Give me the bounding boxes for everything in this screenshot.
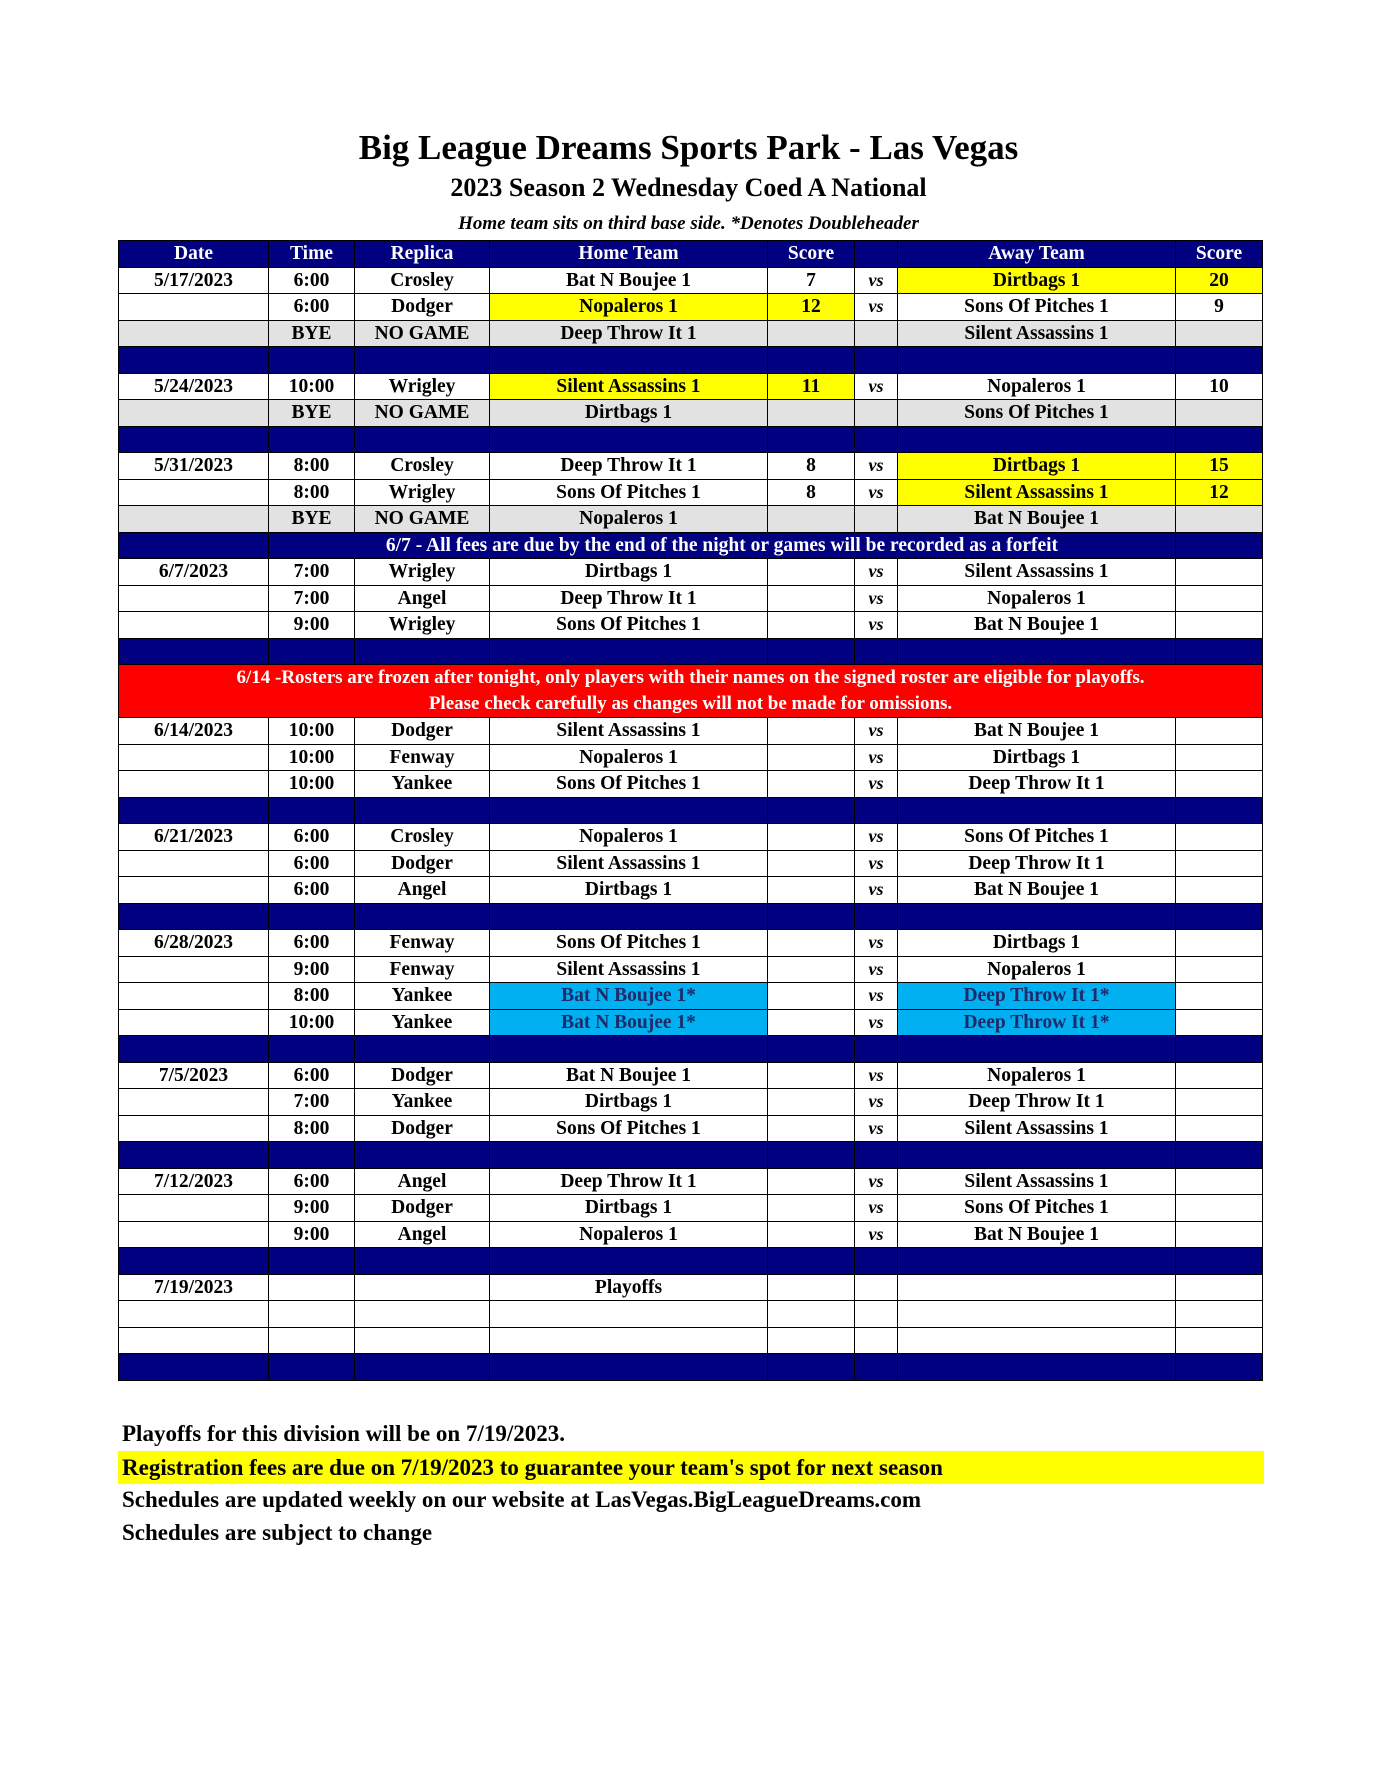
away-team-cell: Bat N Boujee 1 (898, 612, 1176, 639)
away-score-cell: 15 (1176, 453, 1263, 480)
date-cell: 6/28/2023 (119, 930, 269, 957)
away-score-cell (1176, 1089, 1263, 1116)
date-cell (119, 400, 269, 427)
week-divider (119, 426, 1263, 453)
week-divider (119, 1142, 1263, 1169)
table-row (119, 744, 1263, 771)
home-score-cell (768, 850, 855, 877)
home-score-cell: 7 (768, 267, 855, 294)
date-cell: 5/24/2023 (119, 373, 269, 400)
away-team-cell: Nopaleros 1 (898, 956, 1176, 983)
table-row (119, 267, 1263, 294)
away-score-cell: 10 (1176, 373, 1263, 400)
replica-cell: Dodger (355, 718, 490, 745)
home-score-cell (768, 1089, 855, 1116)
home-team-cell: Nopaleros 1 (490, 294, 768, 321)
home-score-cell (768, 1115, 855, 1142)
time-cell: 10:00 (269, 1009, 355, 1036)
replica-cell: Wrigley (355, 559, 490, 586)
time-cell: 6:00 (269, 1062, 355, 1089)
table-row (119, 373, 1263, 400)
home-score-cell (768, 983, 855, 1010)
away-score-cell (1176, 1195, 1263, 1222)
vs-cell: vs (855, 1115, 898, 1142)
replica-cell: Crosley (355, 824, 490, 851)
playoffs-row (119, 1274, 1263, 1301)
replica-cell: Angel (355, 1221, 490, 1248)
time-cell: 7:00 (269, 1089, 355, 1116)
replica-cell: Crosley (355, 453, 490, 480)
home-score-cell (768, 956, 855, 983)
home-score-cell (768, 744, 855, 771)
rosters-notice-line1: 6/14 -Rosters are frozen after tonight, only players with their names on the signed roster are eligible for playoffs. (236, 667, 1145, 688)
week-divider (119, 638, 1263, 665)
home-team-cell: Dirtbags 1 (490, 1089, 768, 1116)
home-team-cell: Silent Assassins 1 (490, 956, 768, 983)
away-score-cell: 12 (1176, 479, 1263, 506)
vs-cell: vs (855, 877, 898, 904)
table-row (119, 294, 1263, 321)
doubleheader-row (119, 983, 1263, 1010)
date-cell (119, 1115, 269, 1142)
time-cell: 8:00 (269, 453, 355, 480)
replica-cell: Wrigley (355, 373, 490, 400)
replica-cell: Wrigley (355, 612, 490, 639)
away-team-cell: Silent Assassins 1 (898, 1168, 1176, 1195)
date-cell (119, 1195, 269, 1222)
col-date-header: Date (119, 241, 269, 268)
away-team-cell: Bat N Boujee 1 (898, 506, 1176, 533)
away-score-cell (1176, 400, 1263, 427)
away-team-cell: Silent Assassins 1 (898, 559, 1176, 586)
away-score-cell (1176, 930, 1263, 957)
vs-cell: vs (855, 612, 898, 639)
replica-cell: Yankee (355, 771, 490, 798)
time-cell: 10:00 (269, 771, 355, 798)
replica-cell: NO GAME (355, 506, 490, 533)
date-cell: 7/5/2023 (119, 1062, 269, 1089)
time-cell: 6:00 (269, 930, 355, 957)
home-team-cell: Bat N Boujee 1 (490, 1062, 768, 1089)
col-home-team-header: Home Team (490, 241, 768, 268)
col-replica-header: Replica (355, 241, 490, 268)
date-cell (119, 850, 269, 877)
date-cell: 5/17/2023 (119, 267, 269, 294)
table-row (119, 718, 1263, 745)
bye-row (119, 400, 1263, 427)
replica-cell: Fenway (355, 930, 490, 957)
playoffs-note: Playoffs for this division will be on 7/19/2023. (122, 1421, 566, 1446)
week-divider (119, 1036, 1263, 1063)
vs-cell: vs (855, 1089, 898, 1116)
date-cell (119, 1089, 269, 1116)
home-score-cell (768, 718, 855, 745)
col-time-header: Time (269, 241, 355, 268)
time-cell: 6:00 (269, 267, 355, 294)
home-score-cell (768, 930, 855, 957)
home-score-cell: 11 (768, 373, 855, 400)
week-divider (119, 797, 1263, 824)
table-row (119, 771, 1263, 798)
table-row (119, 1221, 1263, 1248)
table-row (119, 612, 1263, 639)
vs-cell: vs (855, 718, 898, 745)
replica-cell: Angel (355, 1168, 490, 1195)
home-team-cell: Dirtbags 1 (490, 400, 768, 427)
vs-cell: vs (855, 1009, 898, 1036)
time-cell: 6:00 (269, 824, 355, 851)
vs-cell: vs (855, 983, 898, 1010)
time-cell: 6:00 (269, 1168, 355, 1195)
date-cell (119, 744, 269, 771)
vs-cell (855, 400, 898, 427)
time-cell: 9:00 (269, 1195, 355, 1222)
home-team-cell: Deep Throw It 1 (490, 453, 768, 480)
vs-cell: vs (855, 559, 898, 586)
date-cell: 6/21/2023 (119, 824, 269, 851)
vs-cell: vs (855, 479, 898, 506)
home-team-note: Home team sits on third base side. *Denotes Doubleheader (458, 213, 919, 234)
home-score-cell (768, 824, 855, 851)
home-score-cell (768, 585, 855, 612)
vs-cell: vs (855, 744, 898, 771)
time-cell: BYE (269, 320, 355, 347)
vs-cell: vs (855, 585, 898, 612)
away-team-cell: Deep Throw It 1 (898, 1089, 1176, 1116)
table-row (119, 956, 1263, 983)
away-team-cell: Bat N Boujee 1 (898, 877, 1176, 904)
bye-row (119, 320, 1263, 347)
away-score-cell (1176, 1221, 1263, 1248)
col-away-team-header: Away Team (898, 241, 1176, 268)
away-score-cell (1176, 771, 1263, 798)
replica-cell: Dodger (355, 1195, 490, 1222)
date-cell (119, 479, 269, 506)
home-team-cell: Deep Throw It 1 (490, 585, 768, 612)
week-divider (119, 1248, 1263, 1275)
home-team-cell: Playoffs (490, 1274, 768, 1301)
away-team-cell: Deep Throw It 1* (898, 1009, 1176, 1036)
vs-cell: vs (855, 267, 898, 294)
away-score-cell: 9 (1176, 294, 1263, 321)
time-cell: 8:00 (269, 1115, 355, 1142)
home-score-cell (768, 1274, 855, 1301)
home-team-cell: Silent Assassins 1 (490, 850, 768, 877)
replica-cell: NO GAME (355, 400, 490, 427)
home-team-cell: Silent Assassins 1 (490, 718, 768, 745)
home-team-cell: Nopaleros 1 (490, 506, 768, 533)
away-score-cell (1176, 320, 1263, 347)
time-cell: 8:00 (269, 983, 355, 1010)
replica-cell: Fenway (355, 744, 490, 771)
vs-cell: vs (855, 771, 898, 798)
away-team-cell: Silent Assassins 1 (898, 479, 1176, 506)
replica-cell: Dodger (355, 850, 490, 877)
time-cell: 10:00 (269, 744, 355, 771)
away-score-cell (1176, 718, 1263, 745)
week-divider (119, 903, 1263, 930)
home-score-cell (768, 1009, 855, 1036)
replica-cell: Crosley (355, 267, 490, 294)
away-team-cell: Silent Assassins 1 (898, 320, 1176, 347)
table-row (119, 1115, 1263, 1142)
home-team-cell: Deep Throw It 1 (490, 1168, 768, 1195)
replica-cell: NO GAME (355, 320, 490, 347)
schedules-updated-note: Schedules are updated weekly on our website at LasVegas.BigLeagueDreams.com (122, 1487, 922, 1512)
home-team-cell: Sons Of Pitches 1 (490, 1115, 768, 1142)
home-score-cell (768, 559, 855, 586)
away-team-cell: Sons Of Pitches 1 (898, 400, 1176, 427)
away-score-cell (1176, 956, 1263, 983)
home-team-cell: Sons Of Pitches 1 (490, 771, 768, 798)
away-team-cell: Nopaleros 1 (898, 1062, 1176, 1089)
away-score-cell (1176, 1274, 1263, 1301)
away-team-cell: Nopaleros 1 (898, 373, 1176, 400)
col-home-score-header: Score (768, 241, 855, 268)
away-team-cell: Deep Throw It 1 (898, 771, 1176, 798)
date-cell: 7/12/2023 (119, 1168, 269, 1195)
replica-cell: Wrigley (355, 479, 490, 506)
header-row (119, 241, 1263, 268)
home-team-cell: Nopaleros 1 (490, 1221, 768, 1248)
time-cell: 8:00 (269, 479, 355, 506)
vs-cell: vs (855, 453, 898, 480)
away-score-cell (1176, 559, 1263, 586)
time-cell: 10:00 (269, 718, 355, 745)
empty-row (119, 1301, 1263, 1328)
vs-cell: vs (855, 956, 898, 983)
home-team-cell: Sons Of Pitches 1 (490, 612, 768, 639)
table-row (119, 453, 1263, 480)
table-row (119, 1062, 1263, 1089)
subject-to-change-note: Schedules are subject to change (122, 1520, 433, 1545)
notice-spacer (119, 532, 269, 559)
away-score-cell (1176, 744, 1263, 771)
away-team-cell: Sons Of Pitches 1 (898, 1195, 1176, 1222)
home-score-cell (768, 1168, 855, 1195)
away-team-cell: Sons Of Pitches 1 (898, 294, 1176, 321)
home-team-cell: Sons Of Pitches 1 (490, 930, 768, 957)
away-score-cell (1176, 1009, 1263, 1036)
date-cell (119, 320, 269, 347)
replica-cell (355, 1274, 490, 1301)
table-row (119, 877, 1263, 904)
notice-spacer (1176, 532, 1263, 559)
home-score-cell: 8 (768, 479, 855, 506)
away-team-cell: Dirtbags 1 (898, 267, 1176, 294)
away-score-cell (1176, 506, 1263, 533)
home-score-cell (768, 320, 855, 347)
home-score-cell (768, 1221, 855, 1248)
time-cell: BYE (269, 506, 355, 533)
away-team-cell: Bat N Boujee 1 (898, 718, 1176, 745)
empty-row (119, 1327, 1263, 1354)
home-team-cell: Silent Assassins 1 (490, 373, 768, 400)
date-cell: 6/14/2023 (119, 718, 269, 745)
away-score-cell (1176, 585, 1263, 612)
home-team-cell: Bat N Boujee 1* (490, 1009, 768, 1036)
home-team-cell: Bat N Boujee 1 (490, 267, 768, 294)
replica-cell: Yankee (355, 983, 490, 1010)
away-score-cell (1176, 1062, 1263, 1089)
time-cell: 10:00 (269, 373, 355, 400)
replica-cell: Angel (355, 585, 490, 612)
vs-cell (855, 320, 898, 347)
replica-cell: Angel (355, 877, 490, 904)
replica-cell: Yankee (355, 1009, 490, 1036)
vs-cell: vs (855, 1062, 898, 1089)
home-score-cell (768, 877, 855, 904)
home-score-cell (768, 400, 855, 427)
table-row (119, 1089, 1263, 1116)
table-row (119, 1168, 1263, 1195)
home-team-cell: Nopaleros 1 (490, 744, 768, 771)
date-cell (119, 585, 269, 612)
time-cell: BYE (269, 400, 355, 427)
away-team-cell: Nopaleros 1 (898, 585, 1176, 612)
replica-cell: Dodger (355, 1115, 490, 1142)
home-team-cell: Bat N Boujee 1* (490, 983, 768, 1010)
home-team-cell: Sons Of Pitches 1 (490, 479, 768, 506)
vs-cell: vs (855, 1168, 898, 1195)
time-cell: 6:00 (269, 294, 355, 321)
date-cell (119, 877, 269, 904)
date-cell: 6/7/2023 (119, 559, 269, 586)
away-team-cell: Dirtbags 1 (898, 930, 1176, 957)
date-cell (119, 1221, 269, 1248)
vs-cell: vs (855, 850, 898, 877)
table-row (119, 850, 1263, 877)
home-score-cell (768, 506, 855, 533)
replica-cell: Fenway (355, 956, 490, 983)
vs-cell: vs (855, 373, 898, 400)
registration-note: Registration fees are due on 7/19/2023 to guarantee your team's spot for next season (118, 1451, 1264, 1484)
home-team-cell: Nopaleros 1 (490, 824, 768, 851)
date-cell (119, 1009, 269, 1036)
time-cell: 6:00 (269, 850, 355, 877)
replica-cell: Dodger (355, 294, 490, 321)
col-away-score-header: Score (1176, 241, 1263, 268)
home-team-cell: Dirtbags 1 (490, 877, 768, 904)
date-cell (119, 612, 269, 639)
time-cell: 6:00 (269, 877, 355, 904)
date-cell (119, 956, 269, 983)
date-cell (119, 983, 269, 1010)
vs-cell: vs (855, 294, 898, 321)
home-score-cell (768, 1062, 855, 1089)
away-team-cell: Sons Of Pitches 1 (898, 824, 1176, 851)
time-cell: 9:00 (269, 612, 355, 639)
vs-cell: vs (855, 1221, 898, 1248)
away-team-cell (898, 1274, 1176, 1301)
home-team-cell: Dirtbags 1 (490, 1195, 768, 1222)
page-subtitle: 2023 Season 2 Wednesday Coed A National (450, 173, 927, 202)
time-cell: 7:00 (269, 585, 355, 612)
time-cell: 9:00 (269, 1221, 355, 1248)
schedule-table (118, 240, 1263, 1381)
vs-cell: vs (855, 824, 898, 851)
table-row (119, 1195, 1263, 1222)
fees-notice-row (119, 532, 1263, 559)
away-score-cell (1176, 1168, 1263, 1195)
away-team-cell: Silent Assassins 1 (898, 1115, 1176, 1142)
table-row (119, 824, 1263, 851)
week-divider (119, 347, 1263, 374)
date-cell (119, 294, 269, 321)
col-vs-header (855, 241, 898, 268)
home-score-cell (768, 1195, 855, 1222)
doubleheader-row (119, 1009, 1263, 1036)
away-team-cell: Dirtbags 1 (898, 744, 1176, 771)
vs-cell (855, 506, 898, 533)
table-row (119, 930, 1263, 957)
away-score-cell (1176, 877, 1263, 904)
vs-cell (855, 1274, 898, 1301)
home-score-cell (768, 612, 855, 639)
time-cell (269, 1274, 355, 1301)
table-row (119, 479, 1263, 506)
week-divider (119, 1354, 1263, 1381)
home-score-cell (768, 771, 855, 798)
away-score-cell (1176, 824, 1263, 851)
home-score-cell: 8 (768, 453, 855, 480)
away-team-cell: Deep Throw It 1 (898, 850, 1176, 877)
rosters-notice-line2: Please check carefully as changes will not be made for omissions. (428, 693, 953, 714)
away-score-cell (1176, 983, 1263, 1010)
away-team-cell: Bat N Boujee 1 (898, 1221, 1176, 1248)
date-cell: 7/19/2023 (119, 1274, 269, 1301)
replica-cell: Yankee (355, 1089, 490, 1116)
date-cell: 5/31/2023 (119, 453, 269, 480)
table-row (119, 585, 1263, 612)
time-cell: 9:00 (269, 956, 355, 983)
table-row (119, 559, 1263, 586)
fees-notice: 6/7 - All fees are due by the end of the night or games will be recorded as a forfeit (269, 532, 1176, 559)
vs-cell: vs (855, 1195, 898, 1222)
home-team-cell: Dirtbags 1 (490, 559, 768, 586)
away-team-cell: Deep Throw It 1* (898, 983, 1176, 1010)
time-cell: 7:00 (269, 559, 355, 586)
rosters-notice-row (119, 665, 1263, 718)
vs-cell: vs (855, 930, 898, 957)
away-score-cell (1176, 612, 1263, 639)
replica-cell: Dodger (355, 1062, 490, 1089)
away-team-cell: Dirtbags 1 (898, 453, 1176, 480)
home-score-cell: 12 (768, 294, 855, 321)
date-cell (119, 771, 269, 798)
home-team-cell: Deep Throw It 1 (490, 320, 768, 347)
away-score-cell (1176, 1115, 1263, 1142)
away-score-cell (1176, 850, 1263, 877)
away-score-cell: 20 (1176, 267, 1263, 294)
page-title: Big League Dreams Sports Park - Las Vegas (358, 128, 1019, 167)
date-cell (119, 506, 269, 533)
bye-row (119, 506, 1263, 533)
rosters-notice (119, 665, 1263, 718)
